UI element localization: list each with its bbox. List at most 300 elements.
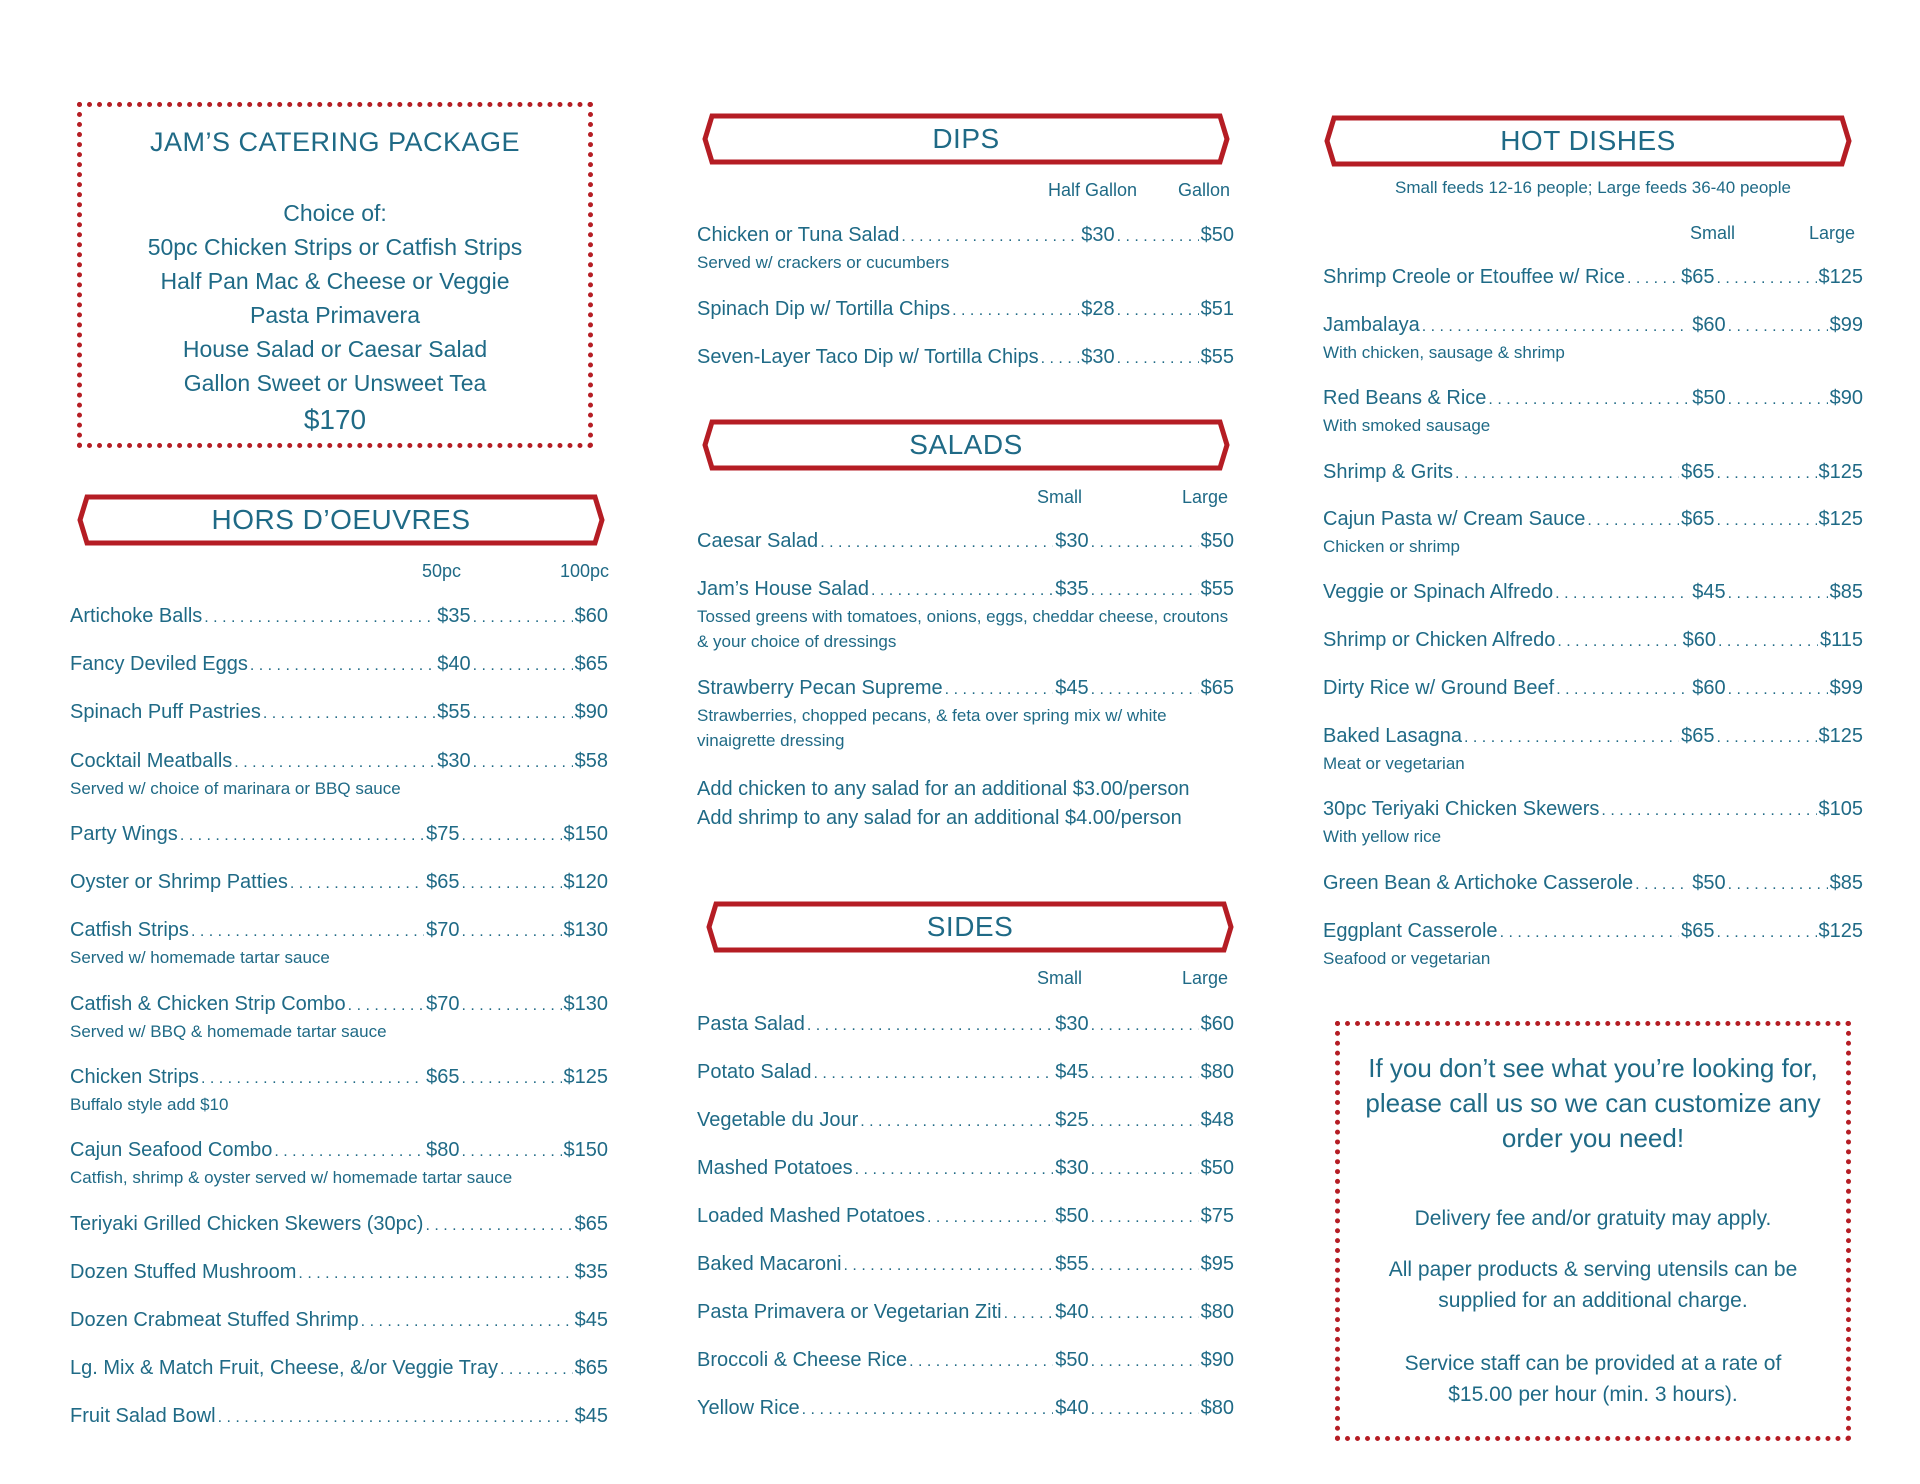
menu-item-row	[697, 677, 1234, 703]
hot-col2-header: Large	[1809, 223, 1856, 243]
menu-item	[1323, 920, 1863, 971]
hors-col2-header: 100pc	[560, 561, 610, 581]
salads-title: SALADS	[909, 429, 1023, 460]
leader-dots	[462, 871, 562, 894]
menu-item	[70, 1309, 608, 1335]
info-headline: If you don’t see what you’re looking for, please call us so we can customize any order you need!	[1365, 1053, 1821, 1153]
leader-dots	[807, 1013, 1053, 1036]
item-name: Cajun Seafood Combo	[70, 1139, 273, 1161]
item-name: Yellow Rice	[697, 1397, 800, 1419]
sides-title: SIDES	[926, 911, 1014, 942]
price-small: $65	[1681, 508, 1715, 530]
menu-item-row	[70, 1066, 608, 1092]
price-large: $125	[1818, 508, 1863, 530]
price: $105	[1818, 798, 1863, 820]
price-small: $45	[1692, 581, 1726, 603]
leader-dots	[820, 530, 1053, 553]
dips-col1-header: Half Gallon	[1048, 180, 1138, 200]
price-small: $28	[1081, 298, 1115, 320]
leader-dots	[1091, 1301, 1199, 1324]
dips-title: DIPS	[932, 123, 1000, 154]
menu-item-row	[70, 871, 608, 897]
info-delivery: Delivery fee and/or gratuity may apply.	[1414, 1207, 1772, 1230]
leader-dots	[1004, 1301, 1054, 1324]
price-small: $30	[1055, 530, 1089, 552]
menu-item-row	[1323, 920, 1863, 946]
price: $35	[574, 1261, 608, 1283]
item-name: Catfish Strips	[70, 919, 189, 941]
menu-item	[697, 1253, 1234, 1279]
item-name: Chicken Strips	[70, 1066, 199, 1088]
price-large: $80	[1200, 1061, 1234, 1083]
leader-dots	[1717, 461, 1817, 484]
item-name: Fruit Salad Bowl	[70, 1405, 216, 1427]
dips-banner	[702, 113, 1230, 165]
menu-item-row	[697, 1253, 1234, 1279]
menu-item	[1323, 461, 1863, 487]
price-large: $99	[1829, 677, 1863, 699]
menu-item	[70, 1261, 608, 1287]
leader-dots	[1718, 629, 1818, 652]
price: $45	[574, 1405, 608, 1427]
item-name: Loaded Mashed Potatoes	[697, 1205, 925, 1227]
menu-item-row	[1323, 314, 1863, 340]
menu-item-row	[70, 605, 608, 631]
price-large: $50	[1200, 1157, 1234, 1179]
price-large: $99	[1829, 314, 1863, 336]
leader-dots	[952, 298, 1079, 321]
item-name: Dozen Crabmeat Stuffed Shrimp	[70, 1309, 359, 1331]
item-name: Mashed Potatoes	[697, 1157, 853, 1179]
leader-dots	[802, 1397, 1054, 1420]
item-name: Caesar Salad	[697, 530, 819, 552]
item-name: Chicken or Tuna Salad	[697, 224, 900, 246]
menu-item	[1323, 387, 1863, 438]
menu-item	[70, 993, 608, 1044]
item-name: Jam’s House Salad	[697, 578, 869, 600]
price-large: $60	[1200, 1013, 1234, 1035]
menu-item	[1323, 677, 1863, 703]
item-description: Served w/ homemade tartar sauce	[70, 948, 330, 967]
menu-item-row	[70, 653, 608, 679]
price-small: $65	[1681, 266, 1715, 288]
item-description: With chicken, sausage & shrimp	[1323, 343, 1565, 362]
info-service-staff: Service staff can be provided at a rate of $15.00 per hour (min. 3 hours).	[1404, 1352, 1782, 1406]
leader-dots	[180, 823, 424, 846]
price-small: $45	[1055, 677, 1089, 699]
item-description: Catfish, shrimp & oyster served w/ homemade tartar sauce	[70, 1168, 513, 1187]
hors-col1-header: 50pc	[422, 561, 462, 581]
salad-notes	[697, 775, 1237, 833]
leader-dots	[1091, 530, 1199, 553]
hot-col1-header: Small	[1690, 223, 1736, 243]
info-paper-products: All paper products & serving utensils can be supplied for an additional charge.	[1388, 1258, 1798, 1312]
menu-item	[697, 1157, 1234, 1183]
price-small: $65	[426, 1066, 460, 1088]
menu-item	[697, 1013, 1234, 1039]
price-large: $130	[563, 919, 608, 941]
price-small: $30	[1055, 1157, 1089, 1179]
menu-item-row	[70, 1405, 608, 1431]
item-name: Artichoke Balls	[70, 605, 203, 627]
item-name: Shrimp & Grits	[1323, 461, 1454, 483]
leader-dots	[945, 677, 1054, 700]
menu-item-row	[1323, 872, 1863, 898]
item-name: Veggie or Spinach Alfredo	[1323, 581, 1554, 603]
menu-item-row	[1323, 387, 1863, 413]
leader-dots	[1587, 508, 1679, 531]
price-large: $50	[1200, 224, 1234, 246]
menu-item	[70, 701, 608, 727]
leader-dots	[201, 1066, 424, 1089]
leader-dots	[1422, 314, 1691, 337]
item-description: Seafood or vegetarian	[1323, 949, 1491, 968]
leader-dots	[871, 578, 1053, 601]
price-large: $55	[1200, 346, 1234, 368]
package-line: House Salad or Caesar Salad	[182, 336, 488, 362]
menu-item	[1323, 266, 1863, 292]
leader-dots	[462, 1139, 562, 1162]
price-small: $70	[426, 919, 460, 941]
leader-dots	[473, 701, 573, 724]
leader-dots	[1555, 581, 1690, 604]
leader-dots	[462, 1066, 562, 1089]
menu-item	[70, 871, 608, 897]
leader-dots	[1091, 1061, 1199, 1084]
price-large: $80	[1200, 1301, 1234, 1323]
leader-dots	[1455, 461, 1679, 484]
price-small: $50	[1055, 1205, 1089, 1227]
menu-item	[1323, 581, 1863, 607]
menu-item-row	[70, 1357, 608, 1383]
price-small: $70	[426, 993, 460, 1015]
item-name: Pasta Salad	[697, 1013, 805, 1035]
menu-item	[70, 1357, 608, 1383]
leader-dots	[348, 993, 424, 1016]
price-large: $130	[563, 993, 608, 1015]
item-name: Red Beans & Rice	[1323, 387, 1487, 409]
price-large: $65	[1200, 677, 1234, 699]
item-name: Pasta Primavera or Vegetarian Ziti	[697, 1301, 1002, 1323]
menu-item	[70, 1066, 608, 1117]
price-small: $60	[1692, 314, 1726, 336]
item-name: Baked Lasagna	[1323, 725, 1463, 747]
menu-item	[70, 919, 608, 970]
price-small: $65	[1681, 725, 1715, 747]
menu-item-row	[70, 701, 608, 727]
leader-dots	[1635, 872, 1690, 895]
price-large: $51	[1200, 298, 1234, 320]
item-name: Shrimp or Chicken Alfredo	[1323, 629, 1556, 651]
menu-item	[697, 1109, 1234, 1135]
menu-item-row	[70, 919, 608, 945]
menu-item-row	[1323, 798, 1863, 824]
item-name: Eggplant Casserole	[1323, 920, 1498, 942]
leader-dots	[1091, 1109, 1199, 1132]
leader-dots	[274, 1139, 424, 1162]
price-small: $65	[1681, 920, 1715, 942]
leader-dots	[473, 605, 573, 628]
item-name: Vegetable du Jour	[697, 1109, 859, 1131]
package-choice-label: Choice of:	[283, 200, 387, 226]
price-large: $65	[574, 653, 608, 675]
price-small: $35	[437, 605, 471, 627]
leader-dots	[1557, 629, 1680, 652]
menu-item	[697, 1349, 1234, 1375]
menu-item	[70, 750, 608, 801]
menu-item-row	[697, 346, 1234, 372]
leader-dots	[1091, 1349, 1199, 1372]
menu-item	[697, 1397, 1234, 1423]
price-small: $50	[1692, 872, 1726, 894]
leader-dots	[250, 653, 435, 676]
price-large: $85	[1829, 872, 1863, 894]
menu-item	[697, 530, 1234, 556]
item-description: Buffalo style add $10	[70, 1095, 229, 1114]
item-description: Meat or vegetarian	[1323, 754, 1465, 773]
price-small: $30	[1081, 346, 1115, 368]
price: $45	[574, 1309, 608, 1331]
leader-dots	[361, 1309, 573, 1332]
item-name: Lg. Mix & Match Fruit, Cheese, &/or Veggie Tray	[70, 1357, 498, 1379]
menu-item	[697, 1301, 1234, 1327]
leader-dots	[462, 823, 562, 846]
price-small: $40	[1055, 1301, 1089, 1323]
menu-item	[1323, 629, 1863, 655]
item-description: Chicken or shrimp	[1323, 537, 1460, 556]
item-name: Strawberry Pecan Supreme	[697, 677, 943, 699]
leader-dots	[234, 750, 435, 773]
price: $65	[574, 1213, 608, 1235]
price-large: $125	[1818, 920, 1863, 942]
leader-dots	[191, 919, 424, 942]
sides-banner	[706, 901, 1234, 953]
item-name: Party Wings	[70, 823, 178, 845]
menu-item-row	[697, 530, 1234, 556]
menu-item	[1323, 725, 1863, 776]
leader-dots	[263, 701, 435, 724]
menu-item	[697, 224, 1234, 275]
leader-dots	[1717, 266, 1817, 289]
price-small: $30	[437, 750, 471, 772]
menu-item-row	[1323, 629, 1863, 655]
price-large: $95	[1200, 1253, 1234, 1275]
price-small: $55	[1055, 1253, 1089, 1275]
leader-dots	[1728, 387, 1828, 410]
item-name: Baked Macaroni	[697, 1253, 842, 1275]
leader-dots	[425, 1213, 572, 1236]
menu-item	[1323, 798, 1863, 849]
leader-dots	[1728, 677, 1828, 700]
package-line: Pasta Primavera	[249, 302, 420, 328]
menu-item-row	[697, 1109, 1234, 1135]
salads-col1-header: Small	[1037, 487, 1083, 507]
leader-dots	[1627, 266, 1679, 289]
price-large: $75	[1200, 1205, 1234, 1227]
price-small: $50	[1055, 1349, 1089, 1371]
menu-item	[697, 298, 1234, 324]
leader-dots	[1091, 578, 1199, 601]
leader-dots	[1091, 1013, 1199, 1036]
leader-dots	[204, 605, 435, 628]
menu-item	[70, 1213, 608, 1239]
hors-doeuvres-title: HORS D’OEUVRES	[211, 504, 471, 535]
price-large: $125	[1818, 725, 1863, 747]
menu-item	[70, 1139, 608, 1190]
salads-col2-header: Large	[1182, 487, 1229, 507]
item-name: Dirty Rice w/ Ground Beef	[1323, 677, 1555, 699]
menu-item-row	[1323, 677, 1863, 703]
leader-dots	[1717, 725, 1817, 748]
salads-banner	[702, 419, 1230, 471]
item-name: Fancy Deviled Eggs	[70, 653, 248, 675]
hot-dishes-title: HOT DISHES	[1500, 125, 1676, 156]
sides-col2-header: Large	[1182, 968, 1229, 988]
item-name: Shrimp Creole or Etouffee w/ Rice	[1323, 266, 1625, 288]
price-large: $125	[1818, 266, 1863, 288]
item-name: Teriyaki Grilled Chicken Skewers (30pc)	[70, 1213, 424, 1235]
price-large: $90	[574, 701, 608, 723]
leader-dots	[1717, 508, 1817, 531]
leader-dots	[1556, 677, 1690, 700]
catering-package-box	[77, 102, 593, 448]
menu-item	[697, 1205, 1234, 1231]
leader-dots	[1091, 1253, 1199, 1276]
price-small: $60	[1682, 629, 1716, 651]
price-large: $80	[1200, 1397, 1234, 1419]
menu-item	[697, 578, 1234, 654]
menu-item-row	[70, 823, 608, 849]
menu-item-row	[697, 224, 1234, 250]
menu-item-row	[70, 1139, 608, 1165]
price-small: $45	[1055, 1061, 1089, 1083]
menu-item-row	[697, 298, 1234, 324]
menu-item-row	[697, 1061, 1234, 1087]
salad-note: Add shrimp to any salad for an additional $4.00/person	[697, 807, 1182, 829]
price-large: $90	[1829, 387, 1863, 409]
leader-dots	[290, 871, 424, 894]
hot-dishes-banner	[1324, 115, 1852, 167]
price-large: $48	[1200, 1109, 1234, 1131]
menu-item-row	[697, 1205, 1234, 1231]
dips-col2-header: Gallon	[1178, 180, 1231, 200]
price-small: $50	[1692, 387, 1726, 409]
package-line: Half Pan Mac & Cheese or Veggie	[160, 268, 510, 294]
leader-dots	[462, 919, 562, 942]
price-small: $40	[437, 653, 471, 675]
menu-item	[1323, 508, 1863, 559]
price-small: $25	[1055, 1109, 1089, 1131]
item-description: Served w/ BBQ & homemade tartar sauce	[70, 1022, 387, 1041]
leader-dots	[927, 1205, 1053, 1228]
price-large: $55	[1200, 578, 1234, 600]
leader-dots	[814, 1061, 1054, 1084]
leader-dots	[1091, 1205, 1199, 1228]
leader-dots	[860, 1109, 1053, 1132]
menu-item	[697, 1061, 1234, 1087]
menu-item-row	[697, 578, 1234, 604]
item-description: With smoked sausage	[1323, 416, 1491, 435]
price-large: $90	[1200, 1349, 1234, 1371]
leader-dots	[901, 224, 1079, 247]
menu-item	[1323, 314, 1863, 365]
price-small: $55	[437, 701, 471, 723]
menu-item-row	[70, 750, 608, 776]
item-name: Spinach Puff Pastries	[70, 701, 261, 723]
hot-dishes-subtitle: Small feeds 12-16 people; Large feeds 36-40 people	[1394, 178, 1791, 197]
leader-dots	[1091, 1397, 1199, 1420]
price-small: $65	[426, 871, 460, 893]
info-box	[1335, 1021, 1851, 1441]
leader-dots	[473, 750, 573, 773]
price-large: $150	[563, 1139, 608, 1161]
price-large: $85	[1829, 581, 1863, 603]
item-name: Green Bean & Artichoke Casserole	[1323, 872, 1634, 894]
leader-dots	[1091, 1157, 1199, 1180]
leader-dots	[909, 1349, 1053, 1372]
item-description: Tossed greens with tomatoes, onions, eggs, cheddar cheese, croutons & your choice of dressings	[697, 607, 1229, 651]
menu-item-row	[697, 1157, 1234, 1183]
item-name: Oyster or Shrimp Patties	[70, 871, 288, 893]
menu-item	[697, 677, 1234, 753]
menu-item-row	[697, 1013, 1234, 1039]
leader-dots	[1728, 314, 1828, 337]
price-small: $35	[1055, 578, 1089, 600]
menu-item	[1323, 872, 1863, 898]
salad-note: Add chicken to any salad for an additional $3.00/person	[697, 778, 1190, 800]
item-name: Cajun Pasta w/ Cream Sauce	[1323, 508, 1586, 530]
price: $65	[574, 1357, 608, 1379]
menu-item	[70, 823, 608, 849]
leader-dots	[218, 1405, 573, 1428]
hors-doeuvres-banner	[77, 494, 605, 546]
item-description: With yellow rice	[1323, 827, 1442, 846]
leader-dots	[500, 1357, 573, 1380]
leader-dots	[1041, 346, 1080, 369]
price-large: $50	[1200, 530, 1234, 552]
menu-item-row	[1323, 725, 1863, 751]
menu-item	[70, 605, 608, 631]
price-small: $40	[1055, 1397, 1089, 1419]
menu-item-row	[70, 1309, 608, 1335]
sides-col1-header: Small	[1037, 968, 1083, 988]
item-name: Spinach Dip w/ Tortilla Chips	[697, 298, 951, 320]
package-title: JAM’S CATERING PACKAGE	[149, 127, 521, 157]
item-name: 30pc Teriyaki Chicken Skewers	[1323, 798, 1600, 820]
price-large: $58	[574, 750, 608, 772]
price-large: $115	[1819, 629, 1863, 651]
menu-item	[697, 346, 1234, 372]
menu-item	[70, 1405, 608, 1431]
price-large: $125	[1818, 461, 1863, 483]
leader-dots	[1728, 872, 1828, 895]
item-name: Dozen Stuffed Mushroom	[70, 1261, 297, 1283]
price-small: $60	[1692, 677, 1726, 699]
price-small: $75	[426, 823, 460, 845]
item-name: Catfish & Chicken Strip Combo	[70, 993, 346, 1015]
leader-dots	[1117, 346, 1199, 369]
price-small: $65	[1681, 461, 1715, 483]
price-large: $125	[563, 1066, 608, 1088]
menu-item-row	[697, 1349, 1234, 1375]
item-description: Served w/ crackers or cucumbers	[697, 253, 950, 272]
package-line: Gallon Sweet or Unsweet Tea	[183, 370, 487, 396]
leader-dots	[1488, 387, 1690, 410]
leader-dots	[855, 1157, 1054, 1180]
item-name: Cocktail Meatballs	[70, 750, 233, 772]
price-large: $120	[563, 871, 608, 893]
leader-dots	[298, 1261, 572, 1284]
